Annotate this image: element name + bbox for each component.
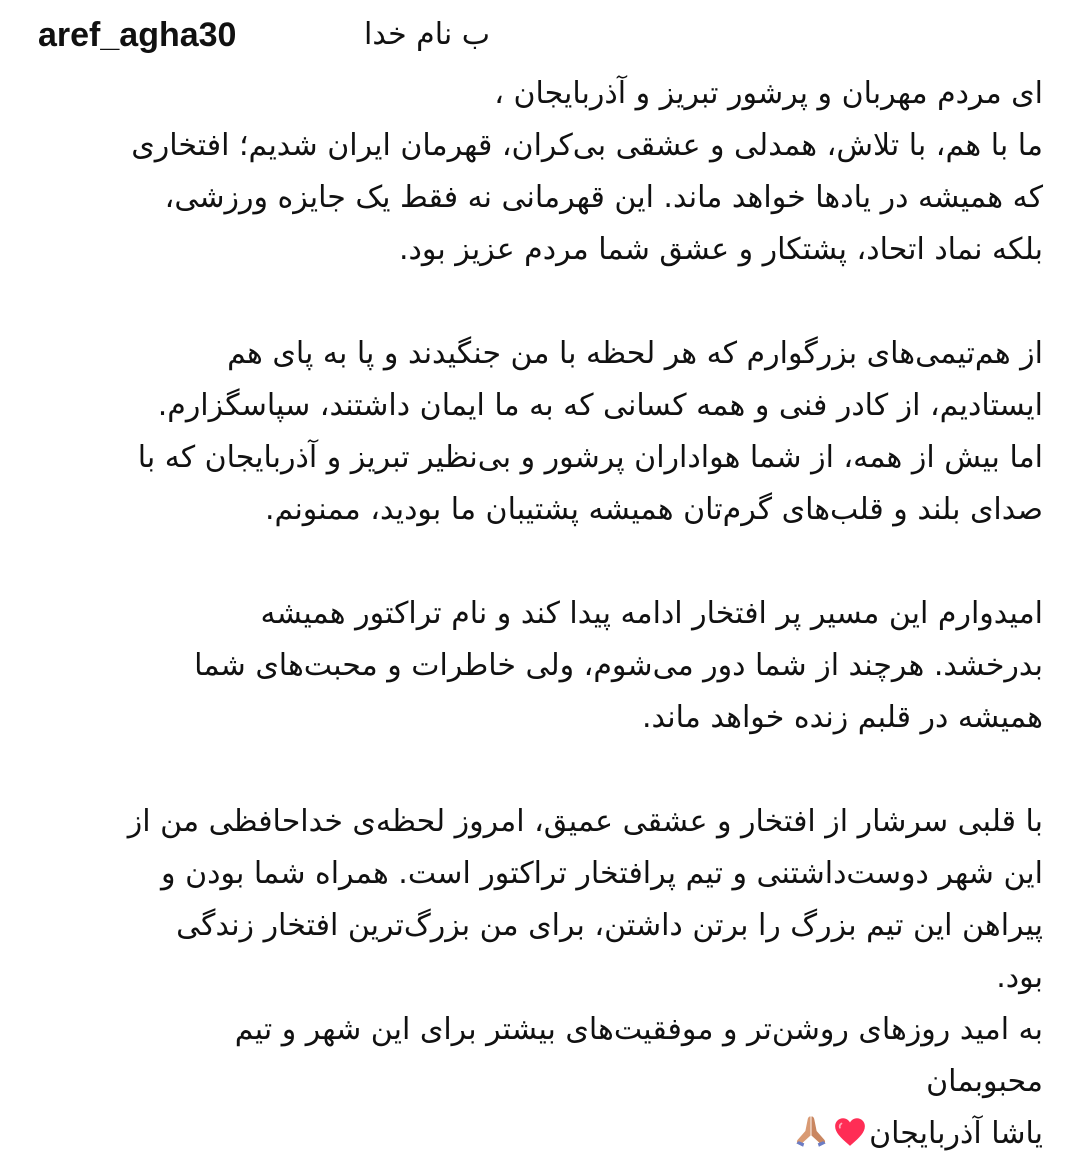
caption-line: به امید روزهای روشن‌تر و موفقیت‌های بیشتر برای این شهر و تیم bbox=[234, 1012, 1043, 1047]
caption-paragraph-3 bbox=[30, 588, 1043, 744]
caption-line: صدای بلند و قلب‌های گرم‌تان همیشه پشتیبان ما بودید، ممنونم. bbox=[264, 492, 1043, 527]
caption-line: بود. bbox=[996, 960, 1043, 995]
caption-paragraph-2 bbox=[30, 328, 1043, 536]
caption-line: از هم‌تیمی‌های بزرگوارم که هر لحظه با من جنگیدند و پا به پای هم bbox=[227, 336, 1043, 371]
caption-line: این شهر دوست‌داشتنی و تیم پرافتخار تراکتور است. همراه شما بودن و bbox=[161, 856, 1043, 891]
caption-line: ایستادیم، از کادر فنی و همه کسانی که به ما ایمان داشتند، سپاسگزارم. bbox=[157, 388, 1043, 423]
heart-icon bbox=[833, 1115, 867, 1149]
caption-sign-off bbox=[30, 1108, 1043, 1160]
username-link[interactable]: aref_agha30 bbox=[38, 16, 237, 54]
caption-paragraph-1 bbox=[30, 68, 1043, 276]
caption-line: با قلبی سرشار از افتخار و عشقی عمیق، امروز لحظه‌ی خداحافظی من از bbox=[127, 804, 1043, 839]
caption-body bbox=[30, 68, 1043, 1160]
caption-line: ای مردم مهربان و پرشور تبریز و آذربایجان ، bbox=[494, 76, 1043, 111]
caption-line: محبوبمان bbox=[926, 1064, 1043, 1099]
caption-line: پیراهن این تیم بزرگ را برتن داشتن، برای من بزرگ‌ترین افتخار زندگی bbox=[176, 908, 1043, 943]
caption-line: بدرخشد. هرچند از شما دور می‌شوم، ولی خاطرات و محبت‌های شما bbox=[194, 648, 1043, 683]
caption-line: امیدوارم این مسیر پر افتخار ادامه پیدا کند و نام تراکتور همیشه bbox=[260, 596, 1043, 631]
sign-off-text: یاشا آذربایجان bbox=[869, 1116, 1043, 1151]
caption-paragraph-4 bbox=[30, 796, 1043, 1160]
folded-hands-icon bbox=[793, 1113, 829, 1149]
caption-opening: ب نام خدا bbox=[363, 17, 490, 52]
caption-line: همیشه در قلبم زنده خواهد ماند. bbox=[642, 700, 1043, 735]
caption-line: بلکه نماد اتحاد، پشتکار و عشق شما مردم عزیز بود. bbox=[399, 232, 1043, 267]
caption-line: ما با هم، با تلاش، همدلی و عشقی بی‌کران، قهرمان ایران شدیم؛ افتخاری bbox=[131, 128, 1043, 163]
caption-line: اما بیش از همه، از شما هواداران پرشور و بی‌نظیر تبریز و آذربایجان که با bbox=[137, 440, 1043, 475]
caption-line: که همیشه در یادها خواهد ماند. این قهرمانی نه فقط یک جایزه ورزشی، bbox=[164, 180, 1043, 215]
